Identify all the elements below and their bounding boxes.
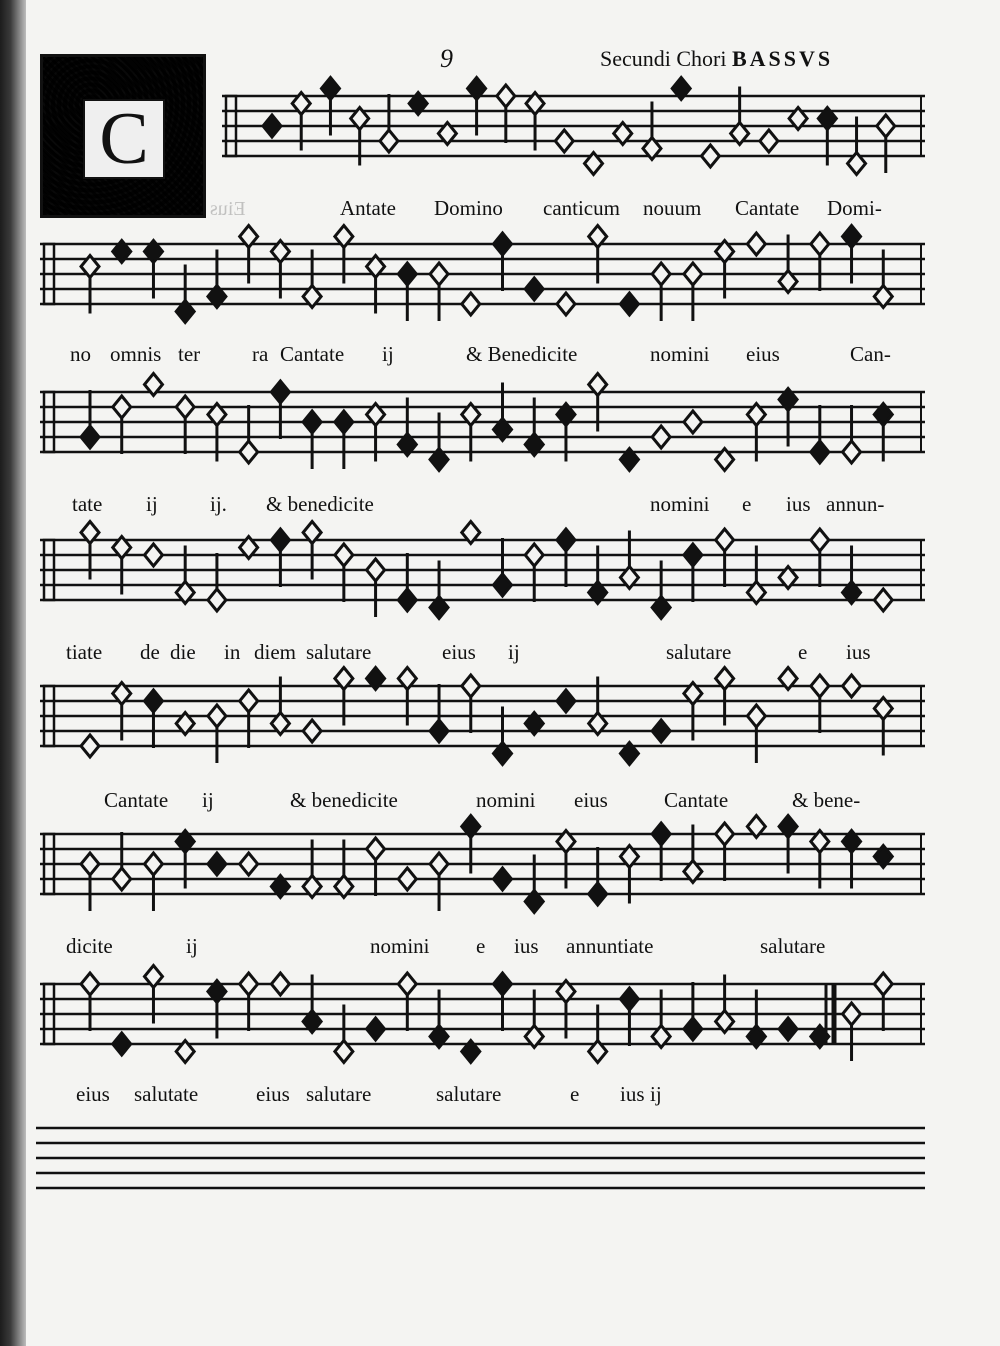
note-head [811, 675, 829, 697]
note-head [398, 868, 416, 890]
lyric-word: ra [252, 342, 269, 366]
lyric-word: & benedicite [266, 492, 374, 516]
note-head [176, 396, 194, 418]
lyric-word: nouum [643, 196, 702, 220]
initial-letter: C [99, 98, 149, 180]
lyric-word: canticum [543, 196, 620, 220]
note-head [497, 85, 515, 107]
lyric-word: annun- [826, 492, 885, 516]
note-head [367, 559, 385, 581]
lyric-word: ij [146, 492, 158, 516]
lyric-word: Cantate [104, 788, 169, 812]
lyric-word: omnis [110, 342, 162, 366]
lyric-word: Can- [850, 342, 891, 366]
note-head [877, 115, 895, 137]
lyric-word: e [742, 492, 752, 516]
lyric-word: salutate [134, 1082, 199, 1106]
lyric-word: Domi- [827, 196, 882, 220]
note-head [525, 544, 543, 566]
lyric-word: salutare [436, 1082, 502, 1106]
lyric-word: Antate [340, 196, 396, 220]
lyric-word: diem [254, 640, 296, 664]
note-head [684, 263, 702, 285]
lyric-word: die [170, 640, 196, 664]
note-head [684, 544, 702, 566]
note-head [811, 529, 829, 551]
note-head [494, 233, 512, 255]
lyric-word: nomini [650, 492, 710, 516]
note-head [494, 868, 512, 890]
note-head [462, 293, 480, 315]
note-head [144, 853, 162, 875]
note-head [240, 690, 258, 712]
note-head [652, 720, 670, 742]
running-title-voice: BASSVS [732, 46, 834, 71]
note-head [843, 1003, 861, 1025]
note-head [263, 115, 281, 137]
note-head [701, 145, 719, 167]
note-head [430, 263, 448, 285]
folio-number: 9 [440, 44, 453, 73]
note-head [113, 396, 131, 418]
lyric-word: ius [846, 640, 871, 664]
note-head [271, 529, 289, 551]
lyric-word: & benedicite [290, 788, 398, 812]
lyric-word: nomini [370, 934, 430, 958]
lyric-word: eius [574, 788, 608, 812]
note-head [462, 675, 480, 697]
note-head [811, 441, 829, 463]
note-head [747, 705, 765, 727]
note-head [81, 973, 99, 995]
lyric-word: ij [382, 342, 394, 366]
lyric-word: e [476, 934, 486, 958]
lyric-word: in [224, 640, 241, 664]
note-head [144, 544, 162, 566]
lyric-word: ius [620, 1082, 645, 1106]
lyric-word: nomini [476, 788, 536, 812]
note-head [620, 293, 638, 315]
note-head [271, 973, 289, 995]
lyric-word: ius [786, 492, 811, 516]
note-head [716, 529, 734, 551]
lyric-word: nomini [650, 342, 710, 366]
note-head [144, 690, 162, 712]
note-head [652, 426, 670, 448]
note-head [779, 1018, 797, 1040]
lyric-word: tiate [66, 640, 103, 664]
note-head [113, 1033, 131, 1055]
lyric-word: no [70, 342, 91, 366]
lyric-word: salutare [306, 1082, 372, 1106]
note-head [525, 278, 543, 300]
note-head [240, 853, 258, 875]
lyric-word: eius [746, 342, 780, 366]
note-head [398, 263, 416, 285]
note-head [240, 973, 258, 995]
note-head [81, 735, 99, 757]
lyric-word: ter [178, 342, 201, 366]
note-head [811, 233, 829, 255]
note-head [380, 130, 398, 152]
note-head [335, 411, 353, 433]
note-head [494, 574, 512, 596]
note-head [240, 441, 258, 463]
note-head [620, 988, 638, 1010]
note-head [367, 838, 385, 860]
lyric-word: eius [76, 1082, 110, 1106]
lyric-word: annuntiate [566, 934, 654, 958]
lyric-word: salutare [760, 934, 826, 958]
lyric-word: ij [650, 1082, 662, 1106]
lyric-word: Cantate [280, 342, 345, 366]
lyric-word: eius [256, 1082, 290, 1106]
note-head [208, 853, 226, 875]
note-head [557, 293, 575, 315]
lyric-word: Domino [434, 196, 503, 220]
note-head [716, 823, 734, 845]
note-head [652, 823, 670, 845]
note-head [747, 233, 765, 255]
note-head [303, 720, 321, 742]
running-title-prefix: Secundi Chori [600, 46, 727, 71]
note-head [398, 973, 416, 995]
lyric-word: tate [72, 492, 103, 516]
note-head [684, 411, 702, 433]
lyric-word: Cantate [664, 788, 729, 812]
lyric-word: Cantate [735, 196, 800, 220]
lyric-word: ij. [210, 492, 227, 516]
lyric-word: ius [514, 934, 539, 958]
note-head [303, 411, 321, 433]
lyric-word: eius [442, 640, 476, 664]
lyric-word: salutare [666, 640, 732, 664]
note-head [557, 529, 575, 551]
note-head [843, 675, 861, 697]
lyric-word: e [570, 1082, 580, 1106]
note-head [430, 720, 448, 742]
lyric-word: ij [202, 788, 214, 812]
note-head [113, 868, 131, 890]
note-head [335, 544, 353, 566]
note-head [557, 690, 575, 712]
lyric-word: dicite [66, 934, 113, 958]
note-head [81, 426, 99, 448]
note-head [589, 883, 607, 905]
lyric-word: salutare [306, 640, 372, 664]
show-through-text: Eius [210, 198, 246, 220]
lyric-word: ij [186, 934, 198, 958]
note-head [430, 853, 448, 875]
note-head [874, 973, 892, 995]
note-head [843, 441, 861, 463]
note-head [81, 853, 99, 875]
note-head [494, 973, 512, 995]
note-head [398, 589, 416, 611]
note-head [760, 130, 778, 152]
lyric-word: e [798, 640, 808, 664]
lyric-word: & Benedicite [466, 342, 578, 366]
note-head [684, 1018, 702, 1040]
note-head [208, 589, 226, 611]
note-head [271, 381, 289, 403]
note-head [652, 263, 670, 285]
note-head [874, 589, 892, 611]
lyric-word: & bene- [792, 788, 861, 812]
note-head [367, 1018, 385, 1040]
lyric-word: ij [508, 640, 520, 664]
note-head [555, 130, 573, 152]
lyric-word: de [140, 640, 160, 664]
note-head [208, 705, 226, 727]
